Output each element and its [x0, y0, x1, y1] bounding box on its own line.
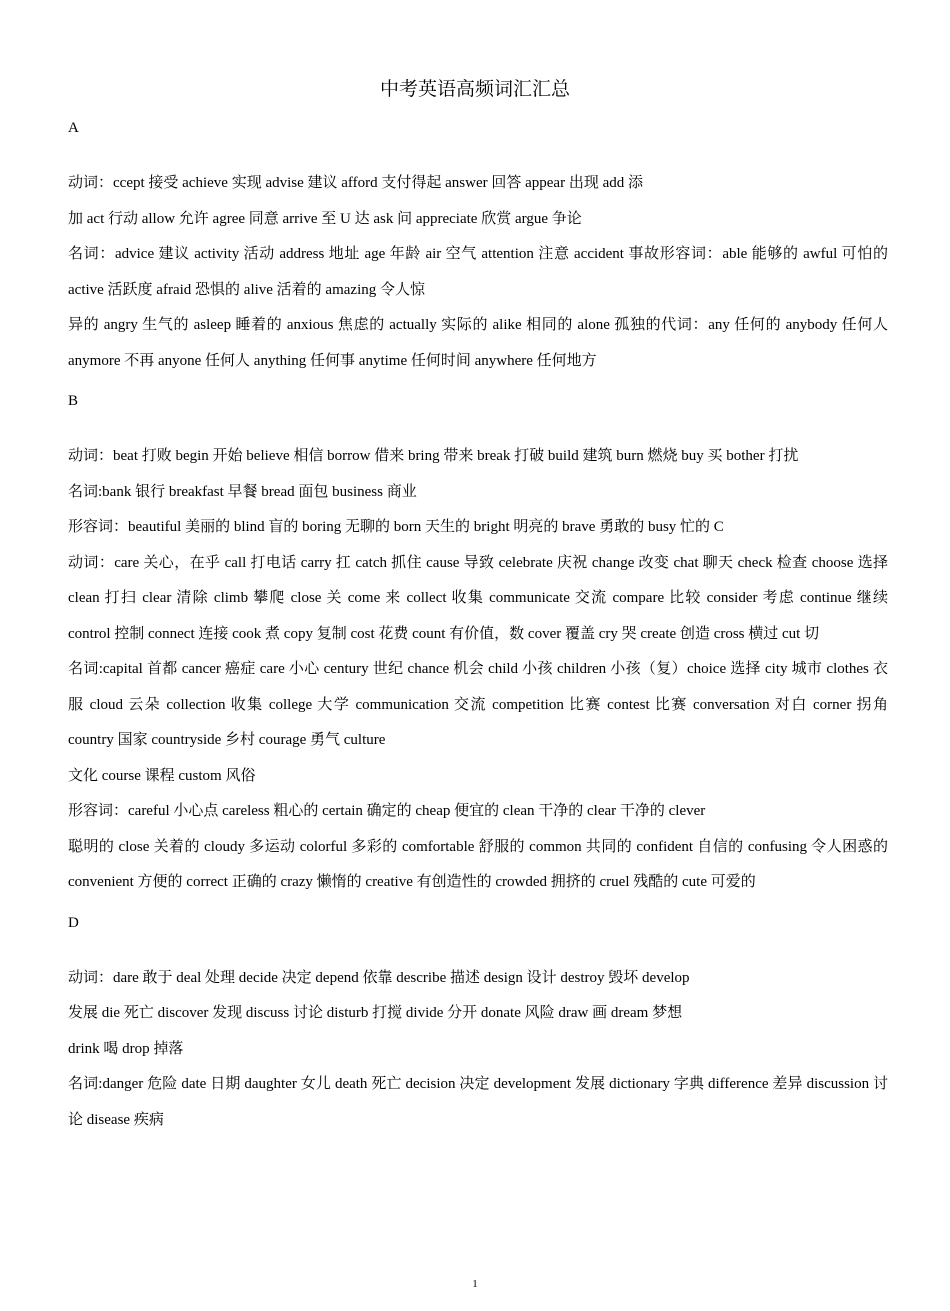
- section-a-line: 异的 angry 生气的 asleep 睡着的 anxious 焦虑的 actually 实际的 alike 相同的 alone 孤独的代词：any 任何的 anybody 任何人 anymore 不再 anyone 任何人 anything 任何事 anytime 任何时间 anywhere 任何地方: [68, 317, 888, 369]
- section-heading-b: B: [68, 393, 79, 409]
- section-heading-a: A: [68, 120, 79, 136]
- section-b-line: 动词：beat 打败 begin 开始 believe 相信 borrow 借来 bring 带来 break 打破 build 建筑 burn 燃烧 buy 买 bother 打扰: [68, 448, 799, 464]
- page-number: 1: [472, 1278, 478, 1290]
- section-d-line: 发展 die 死亡 discover 发现 discuss 讨论 disturb 打搅 divide 分开 donate 风险 draw 画 dream 梦想: [68, 1005, 683, 1021]
- section-b-line: 名词:bank 银行 breakfast 早餐 bread 面包 business 商业: [68, 483, 417, 500]
- section-a-line: 名词：advice 建议 activity 活动 address 地址 age 年龄 air 空气 attention 注意 accident 事故形容词：able 能够的 awful 可怕的 active 活跃度 afraid 恐惧的 alive 活着的 amazing 令人惊: [68, 246, 888, 298]
- section-c-line: 名词:capital 首都 cancer 癌症 care 小心 century 世纪 chance 机会 child 小孩 children 小孩（复）choice 选择 city 城市 clothes 衣服 cloud 云朵 collection 收集 college 大学 communication 交流 competition 比赛 contest 比赛 conversation 对白 corner 拐角 country 国家 countryside 乡村 courage 勇气 culture: [68, 661, 888, 748]
- section-c-line: 形容词：careful 小心点 careless 粗心的 certain 确定的 cheap 便宜的 clean 干净的 clear 干净的 clever: [68, 803, 706, 819]
- section-d-line: 动词：dare 敢于 deal 处理 decide 决定 depend 依靠 describe 描述 design 设计 destroy 毁坏 develop: [68, 969, 690, 986]
- section-heading-d: D: [68, 914, 79, 931]
- section-a-line: 加 act 行动 allow 允许 agree 同意 arrive 至 U 达 ask 问 appreciate 欣赏 argue 争论: [68, 210, 582, 227]
- section-d-line: drink 喝 drop 掉落: [68, 1040, 184, 1057]
- section-a-line: 动词：ccept 接受 achieve 实现 advise 建议 afford 支付得起 answer 回答 appear 出现 add 添: [68, 175, 643, 191]
- section-d-line: 名词:danger 危险 date 日期 daughter 女儿 death 死亡 decision 决定 development 发展 dictionary 字典 difference 差异 discussion 讨论 disease 疾病: [68, 1076, 888, 1128]
- section-c-line: 文化 course 课程 custom 风俗: [68, 767, 256, 784]
- document-body: [68, 118, 888, 1138]
- page-title: 中考英语高频词汇汇总: [379, 79, 570, 100]
- section-b-line: 形容词：beautiful 美丽的 blind 盲的 boring 无聊的 born 天生的 bright 明亮的 brave 勇敢的 busy 忙的 C: [68, 519, 724, 535]
- section-c-line: 动词：care 关心，在乎 call 打电话 carry 扛 catch 抓住 cause 导致 celebrate 庆祝 change 改变 chat 聊天 check 检查 choose 选择 clean 打扫 clear 清除 climb 攀爬 close 关 come 来 collect 收集 communicate 交流 compare 比较 consider 考虑 continue 继续 control 控制 connect 连接 cook 煮 copy 复制 cost 花费 count 有价值，数 cover 覆盖 cry 哭 create 创造 cross 横过 cut 切: [68, 554, 888, 642]
- section-c-line: 聪明的 close 关着的 cloudy 多运动 colorful 多彩的 comfortable 舒服的 common 共同的 confident 自信的 confusing 令人困惑的 convenient 方便的 correct 正确的 crazy 懒惰的 creative 有创造性的 crowded 拥挤的 cruel 残酷的 cute 可爱的: [68, 838, 888, 890]
